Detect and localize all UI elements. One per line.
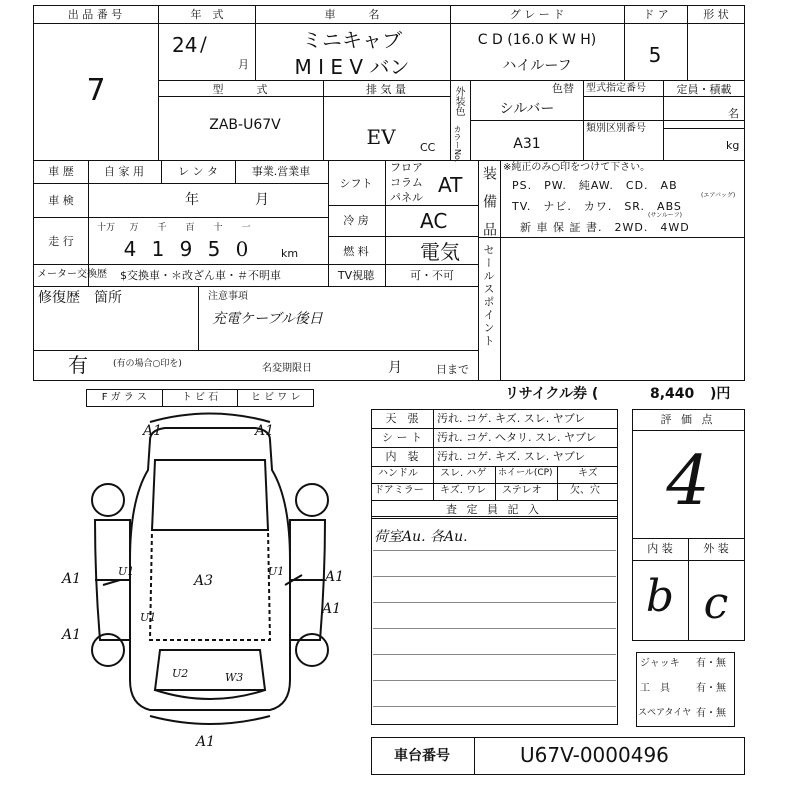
model-line2: M I E V バン: [294, 55, 410, 79]
handle-label: ハンドル: [378, 468, 418, 479]
damage-a3-center: A3: [194, 573, 214, 589]
shift-option-column: コラム: [390, 176, 423, 189]
score-label: 評 価 点: [660, 413, 716, 426]
type-label: 型 式: [212, 83, 268, 96]
grade-label: グ レ ー ド: [509, 8, 565, 21]
capacity-label: 定員・積載: [676, 83, 732, 96]
chassis-label: 車台番号: [394, 748, 450, 764]
digit-label: 一: [241, 223, 251, 233]
damage-u2-rear: U2: [172, 667, 189, 680]
interior-score-value: b: [645, 571, 675, 622]
year-slash: /: [200, 32, 207, 56]
grade-line1: C D (16.0 K W H): [477, 32, 597, 48]
jack-option: 有・無: [696, 658, 726, 669]
glass-f: F ガ ラ ス: [87, 390, 163, 406]
model-line1: ミニキャブ: [302, 28, 402, 52]
glass-crack: ヒ ビ ワ レ: [250, 392, 301, 403]
mileage-label: 走 行: [48, 235, 74, 248]
digit-label: 十万: [96, 223, 115, 233]
interior-row-trim-label: 内 装: [385, 450, 419, 463]
handle-options: スレ. ハゲ: [440, 468, 487, 479]
exterior-score-value: c: [703, 578, 729, 629]
notes-value: 充電ケーブル後日: [212, 311, 323, 327]
displacement-value: EV: [366, 125, 396, 149]
digit-label: 百: [185, 223, 195, 233]
wheel-options: キズ: [578, 468, 598, 479]
type-value: ZAB-U67V: [209, 117, 281, 133]
lot-number: 7: [86, 73, 106, 108]
lot-label: 出 品 番 号: [67, 8, 123, 21]
damage-a1-rear: A1: [196, 734, 216, 750]
fuel-label: 燃 料: [343, 245, 369, 258]
spare-label: スペアタイヤ: [638, 708, 692, 718]
mileage-digit: 9: [179, 237, 193, 261]
damage-a1-front-left: A1: [143, 423, 163, 439]
shift-value: AT: [438, 173, 463, 197]
displacement-label: 排 気 量: [366, 83, 406, 96]
rental-label: レ ン タ: [178, 165, 218, 178]
interior-row-seat-label: シ ー ト: [382, 431, 422, 444]
km-unit: km: [281, 247, 299, 260]
damage-a1-left-door: A1: [62, 571, 82, 587]
year-month-unit: 月: [238, 58, 249, 71]
recycle-label: リサイクル券 (: [505, 386, 599, 402]
spare-option: 有・無: [696, 708, 726, 719]
history-label: 車 歴: [48, 165, 74, 178]
tool-label: 工 具: [640, 683, 670, 694]
shift-option-floor: フロア: [390, 161, 423, 174]
recycle-value: 8,440: [650, 386, 695, 402]
stereo-options: 欠、穴: [570, 485, 600, 496]
repair-label: 修復歴 箇所: [38, 290, 122, 306]
ac-value: AC: [420, 209, 448, 233]
damage-a1-right-door: A1: [325, 569, 345, 585]
fuel-value: 電気: [420, 240, 460, 264]
mirror-label: ドアミラー: [374, 485, 424, 496]
private-label: 自 家 用: [104, 165, 144, 178]
transfer-label: 名変期限日: [262, 363, 312, 374]
shift-option-panel: パネル: [390, 191, 423, 204]
meter-options: $交換車・＊改ざん車・＃不明車: [120, 269, 281, 282]
digit-label: 万: [129, 223, 139, 233]
color-value: シルバー: [499, 101, 555, 117]
sales-point-label: セールスポイント: [482, 244, 495, 348]
inspection-label: 車 検: [48, 194, 74, 207]
tool-option: 有・無: [696, 683, 726, 694]
damage-u1-left: U1: [118, 565, 135, 578]
mirror-options: キズ. ワレ: [440, 485, 487, 496]
year-label: 年 式: [190, 8, 224, 21]
inspector-note: 荷室Au. 各Au.: [374, 529, 468, 545]
damage-a1-front-right: A1: [255, 423, 275, 439]
grade-line2: ハイルーフ: [502, 58, 572, 74]
mileage-digit: 4: [123, 237, 137, 261]
damage-w3-rear: W3: [225, 671, 244, 684]
door-value: 5: [648, 43, 662, 67]
stereo-label: ステレオ: [502, 485, 542, 496]
damage-u1-right: U1: [268, 565, 285, 578]
color-code: A31: [513, 136, 541, 152]
glass-chip: ト ビ 石: [163, 390, 239, 406]
equipment-row1-sub: (エアバッグ): [701, 192, 736, 199]
door-label: ド ア: [643, 8, 669, 21]
shape-label: 形 状: [703, 8, 729, 21]
damage-a1-left-lower: A1: [62, 627, 82, 643]
tv-label: TV視聴: [337, 269, 375, 282]
shift-label: シフト: [339, 177, 373, 190]
jack-label: ジャッキ: [640, 658, 680, 669]
exterior-color-label: 外装色: [453, 86, 464, 116]
score-value: 4: [666, 442, 710, 521]
recycle-unit: )円: [710, 386, 731, 402]
digit-label: 十: [213, 223, 223, 233]
interior-score-label: 内 装: [647, 542, 673, 555]
digit-label: 千: [157, 223, 167, 233]
inspector-label: 査 定 員 記 入: [446, 503, 542, 516]
wheel-label: ホイール(CP): [498, 468, 553, 478]
repair-hint: (有の場合○印を): [113, 359, 182, 369]
business-label: 事業.営業車: [251, 165, 311, 178]
equipment-row2-sub: (サンルーフ): [648, 212, 682, 219]
ac-label: 冷 房: [343, 214, 369, 227]
equipment-row1: PS. PW. 純AW. CD. AB: [512, 179, 678, 192]
transfer-month: 月: [388, 360, 402, 376]
interior-row-ceiling-options: 汚れ. コゲ. キズ. スレ. ヤブレ: [437, 412, 586, 425]
meter-label: メーター交換歴: [37, 269, 107, 280]
repair-value: 有: [68, 353, 88, 377]
mileage-digit: 0: [235, 237, 249, 261]
equipment-label: 装備品: [481, 166, 497, 250]
transfer-day: 日まで: [436, 363, 469, 376]
color-number-label: カラーNo.: [453, 125, 462, 163]
person-unit: 名: [728, 107, 739, 120]
tv-value: 可・不可: [410, 269, 454, 282]
equipment-row3: 新 車 保 証 書. 2WD. 4WD: [520, 221, 690, 234]
mileage-digit: 1: [151, 237, 165, 261]
equipment-row2: TV. ナビ. カワ. SR. ABS: [512, 200, 682, 213]
model-label: 車 名: [324, 8, 380, 21]
kg-unit: kg: [726, 139, 740, 152]
notes-label: 注意事項: [208, 291, 248, 302]
equipment-note: ※純正のみ○印をつけて下さい。: [503, 162, 651, 173]
inspection-year-unit: 年: [185, 192, 199, 208]
year-value: 24: [172, 33, 198, 57]
type-designation-label: 型式指定番号: [586, 83, 646, 94]
mileage-digit: 5: [207, 237, 221, 261]
damage-u1-left-wheel: U1: [140, 611, 157, 624]
inspection-month-unit: 月: [255, 192, 269, 208]
cc-unit: CC: [420, 141, 436, 154]
interior-row-seat-options: 汚れ. コゲ. ヘタリ. スレ. ヤブレ: [437, 431, 597, 444]
class-number-label: 類別区別番号: [586, 123, 646, 134]
exterior-score-label: 外 装: [703, 542, 729, 555]
chassis-value: U67V-0000496: [520, 743, 669, 767]
interior-row-trim-options: 汚れ. コゲ. キズ. スレ. ヤブレ: [437, 450, 586, 463]
damage-a1-right-lower: A1: [322, 601, 342, 617]
interior-row-ceiling-label: 天 張: [385, 412, 419, 425]
color-change-label: 色替: [552, 82, 574, 95]
